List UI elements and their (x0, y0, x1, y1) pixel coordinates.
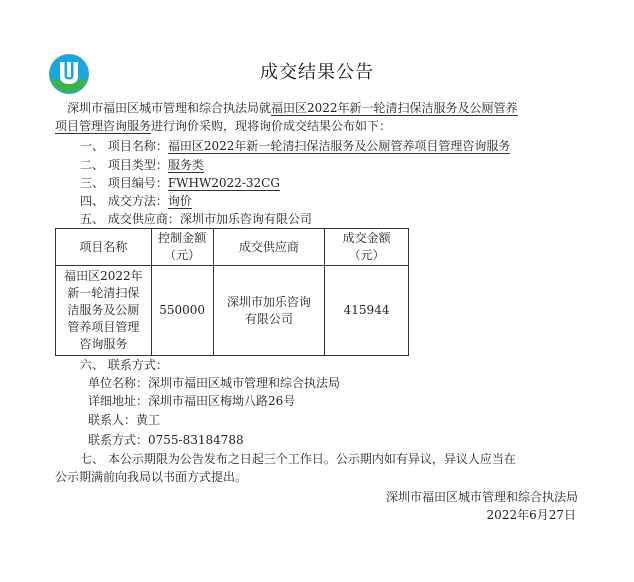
header-amount (325, 229, 409, 266)
notice-line-1: 七、 本公示期限为公告发布之日起三个工作日。公示期内如有异议，异议人应当在 (80, 452, 516, 466)
item-project-type (80, 157, 204, 173)
header-supplier: 成交供应商 (213, 229, 325, 266)
signature-date: 2022年6月27日 (486, 508, 576, 522)
cell-budget: 550000 (151, 266, 213, 356)
contact-heading: 六、 联系方式： (80, 358, 168, 372)
item-supplier-value: 深圳市加乐咨询有限公司 (179, 212, 312, 226)
cell-project-name-line: 福田区2022年 (64, 269, 143, 283)
contact-person: 联系人：黄工 (88, 413, 161, 427)
cell-project-name (56, 266, 152, 356)
intro-line-2 (55, 118, 391, 134)
item-project-name (80, 138, 510, 154)
cell-supplier (213, 266, 325, 356)
table-header-row (56, 229, 409, 266)
header-amount-line1: 成交金额 (342, 231, 391, 245)
intro-line-1 (67, 100, 518, 116)
item-project-type-label: 二、 项目类型： (80, 158, 168, 172)
item-project-number-value: FWHW2022-32CG (167, 176, 280, 190)
item-project-name-label: 一、 项目名称： (80, 139, 168, 153)
result-table (55, 228, 409, 356)
contact-address: 详细地址：深圳市福田区梅坳八路26号 (88, 394, 296, 408)
intro-project-name-part1: 福田区2022年新一轮清扫保洁服务及公厕管养 (271, 101, 518, 115)
item-supplier (80, 211, 312, 227)
intro-prefix: 深圳市福田区城市管理和综合执法局就 (67, 101, 272, 115)
header-budget-line2: （元） (164, 248, 201, 262)
page-title: 成交结果公告 (260, 62, 374, 83)
contact-unit: 单位名称：深圳市福田区城市管理和综合执法局 (88, 376, 341, 390)
header-project-name: 项目名称 (56, 229, 152, 266)
item-project-number-label: 三、 项目编号： (80, 176, 168, 190)
item-deal-method-value: 询价 (167, 194, 192, 208)
item-project-name-value: 福田区2022年新一轮清扫保洁服务及公厕管养项目管理咨询服务 (167, 139, 511, 153)
cell-project-name-line: 咨询服务 (79, 337, 128, 351)
item-project-number (80, 175, 280, 191)
header-amount-line2: （元） (348, 248, 385, 262)
header-budget (151, 229, 213, 266)
cell-amount: 415944 (325, 266, 409, 356)
item-deal-method (80, 193, 192, 209)
signature-org: 深圳市福田区城市管理和综合执法局 (385, 490, 578, 504)
item-supplier-label: 五、 成交供应商： (80, 212, 180, 226)
intro-project-name-part2: 项目管理咨询服务 (55, 119, 152, 133)
intro-suffix: 进行询价采购，现将询价成交结果公布如下： (151, 119, 392, 133)
table-row (56, 266, 409, 356)
item-deal-method-label: 四、 成交方法： (80, 194, 168, 208)
contact-phone: 联系方式：0755-83184788 (88, 433, 244, 447)
header-budget-line1: 控制金额 (158, 231, 207, 245)
item-project-type-value: 服务类 (167, 158, 204, 172)
notice-line-2: 公示期满前向我局以书面方式提出。 (55, 470, 248, 484)
cell-project-name-line: 管养项目管理 (67, 320, 140, 334)
cell-supplier-line: 深圳市加乐咨询 (226, 294, 311, 309)
cell-project-name-line: 洁服务及公厕 (67, 303, 140, 317)
cell-project-name-line: 新一轮清扫保 (67, 286, 140, 300)
cell-supplier-line: 有限公司 (244, 311, 293, 326)
